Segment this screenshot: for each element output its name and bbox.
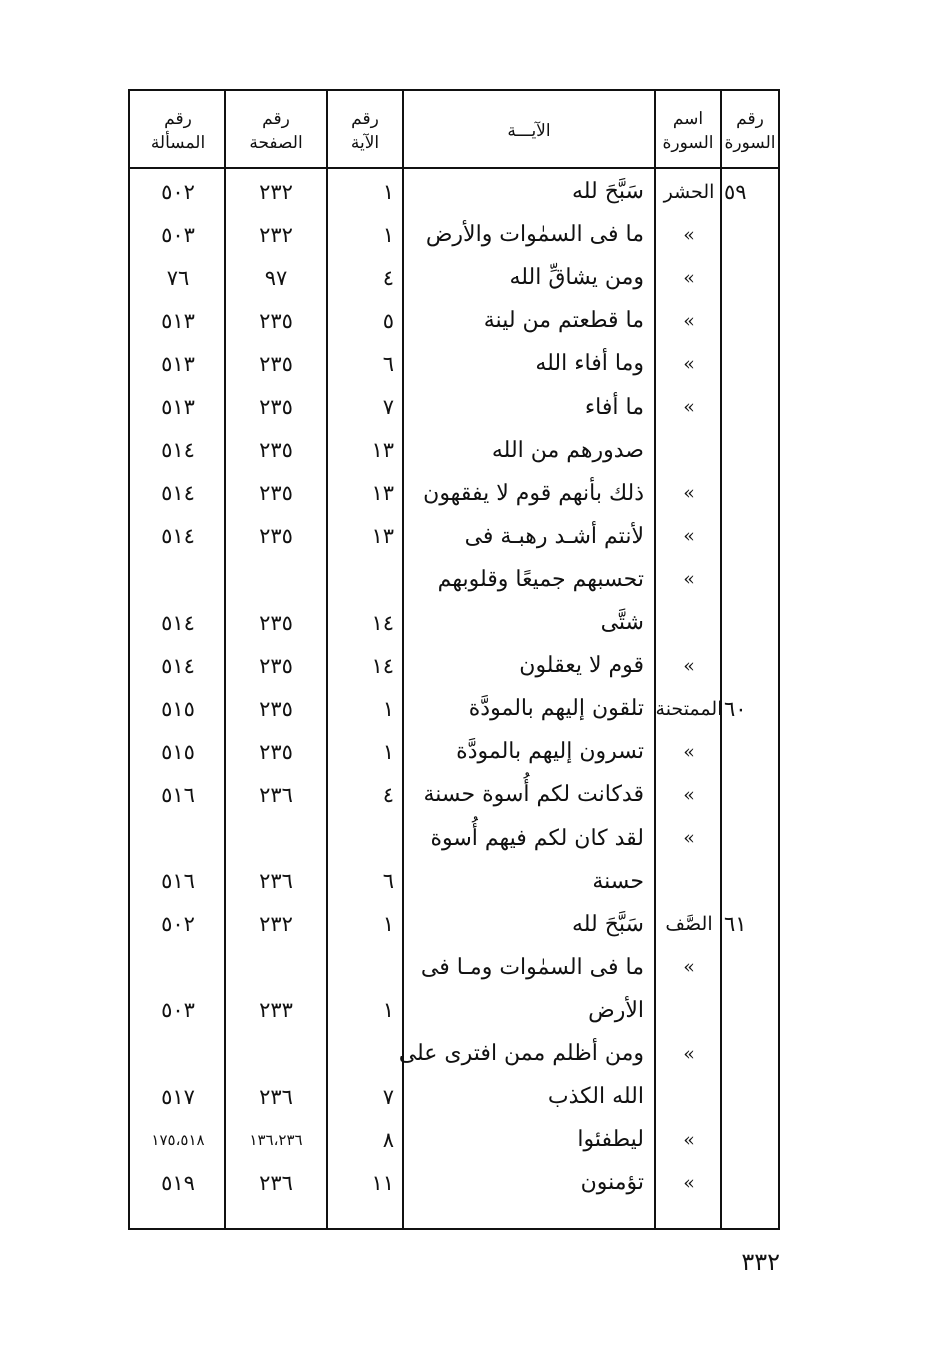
question-number-cell: ٥١٧ bbox=[161, 1084, 195, 1109]
page-number-cell: ٢٣٥ bbox=[259, 696, 293, 721]
sura-number-cell bbox=[724, 299, 780, 342]
header-text: الآيـــة bbox=[507, 121, 551, 141]
table-row bbox=[130, 213, 778, 256]
sura-name-cell: الصَّف bbox=[665, 913, 713, 936]
sura-number-cell bbox=[724, 213, 780, 256]
page-number-cell: ٢٣٦ bbox=[259, 869, 293, 894]
ayah-number-cell: ٧ bbox=[382, 395, 394, 419]
ayah-number-cell: ١ bbox=[382, 912, 394, 937]
sura-number-cell bbox=[724, 601, 780, 644]
sura-number-cell bbox=[724, 860, 780, 903]
question-number-cell: ٥١٣ bbox=[161, 308, 195, 333]
ayah-number-cell bbox=[330, 817, 402, 860]
table-row bbox=[130, 817, 778, 860]
header-sura-number bbox=[722, 99, 778, 163]
sura-name-cell bbox=[658, 429, 720, 472]
sura-name-cell bbox=[658, 860, 720, 903]
ayah-number-cell bbox=[330, 946, 402, 989]
page-number-cell: ٢٣٥ bbox=[259, 308, 293, 333]
ayah-text-cell: الله الكذب bbox=[547, 1084, 644, 1110]
ayah-text-cell: وما أفاء الله bbox=[535, 351, 644, 377]
sura-name-cell: الممتحنة bbox=[655, 697, 723, 720]
sura-number-cell bbox=[724, 1161, 780, 1204]
question-number-cell: ٥١٤ bbox=[161, 481, 195, 506]
sura-name-cell: » bbox=[683, 783, 695, 806]
page-number-cell: ٢٣٢ bbox=[259, 222, 293, 247]
ayah-text-cell: تلقون إليهم بالمودَّة bbox=[468, 696, 644, 722]
question-number-cell bbox=[132, 1032, 224, 1075]
index-table bbox=[128, 89, 780, 1230]
question-number-cell: ٥١٦ bbox=[161, 869, 195, 894]
page-number-cell: ٢٣٢ bbox=[259, 179, 293, 204]
ayah-number-cell bbox=[330, 558, 402, 601]
sura-number-cell bbox=[724, 472, 780, 515]
table-row bbox=[130, 342, 778, 385]
page-number-cell bbox=[226, 558, 326, 601]
sura-name-cell: » bbox=[683, 525, 695, 548]
sura-number-cell bbox=[724, 515, 780, 558]
sura-number-cell bbox=[724, 256, 780, 299]
page-number-cell: ٢٣٥ bbox=[259, 438, 293, 463]
question-number-cell: ٥٠٣ bbox=[161, 998, 195, 1023]
sura-number-cell bbox=[724, 730, 780, 773]
question-number-cell: ٧٦ bbox=[166, 265, 190, 290]
table-row bbox=[130, 386, 778, 429]
table-row bbox=[130, 1118, 778, 1161]
sura-number-cell bbox=[724, 386, 780, 429]
ayah-number-cell: ١٤ bbox=[371, 653, 394, 678]
question-number-cell: ٥١٥ bbox=[161, 739, 195, 764]
table-row bbox=[130, 644, 778, 687]
table-row bbox=[130, 687, 778, 730]
sura-name-cell: » bbox=[683, 352, 695, 375]
sura-number-cell bbox=[724, 558, 780, 601]
sura-number-cell bbox=[724, 1118, 780, 1161]
ayah-text-cell: ومن أظلم ممن افترى على bbox=[398, 1041, 644, 1066]
table-row bbox=[130, 989, 778, 1032]
page-number-cell: ٢٣٥ bbox=[259, 481, 293, 506]
sura-name-cell: » bbox=[683, 266, 695, 289]
ayah-text-cell: تحسبهم جميعًا وقلوبهم bbox=[437, 566, 644, 592]
sura-number-cell: ٥٩ bbox=[724, 179, 747, 204]
sura-name-cell: » bbox=[683, 1128, 695, 1151]
ayah-number-cell: ١١ bbox=[371, 1170, 394, 1195]
page-number-cell: ٢٣٦ bbox=[259, 1084, 293, 1109]
page-number-cell: ٢٣٣ bbox=[259, 998, 293, 1023]
ayah-text-cell: لقد كان لكم فيهم أُسوة bbox=[430, 825, 644, 851]
sura-name-cell: » bbox=[683, 654, 695, 677]
ayah-text-cell: تسرون إليهم بالمودَّة bbox=[456, 739, 644, 765]
header-text: رقم bbox=[736, 109, 764, 129]
sura-name-cell: » bbox=[683, 956, 695, 979]
ayah-number-cell: ٥ bbox=[382, 308, 394, 333]
ayah-text-cell: لأنتم أشـد رهبـة فى bbox=[464, 523, 644, 549]
page-number: ٣٣٢ bbox=[741, 1248, 780, 1276]
question-number-cell: ٥١٤ bbox=[161, 653, 195, 678]
ayah-number-cell: ٤ bbox=[382, 265, 394, 290]
question-number-cell: ٥١٩ bbox=[161, 1170, 195, 1195]
ayah-number-cell bbox=[330, 1032, 402, 1075]
question-number-cell: ٥٠٢ bbox=[161, 912, 195, 937]
page-number-cell bbox=[226, 1032, 326, 1075]
table-row bbox=[130, 558, 778, 601]
ayah-number-cell: ٨ bbox=[382, 1127, 394, 1152]
ayah-text-cell: تؤمنون bbox=[580, 1170, 644, 1196]
header-text: المسألة bbox=[150, 133, 206, 153]
ayah-number-cell: ١ bbox=[382, 696, 394, 721]
sura-name-cell bbox=[658, 1075, 720, 1118]
header-sura-name bbox=[656, 99, 720, 163]
ayah-number-cell: ١ bbox=[382, 179, 394, 204]
ayah-number-cell: ١ bbox=[382, 739, 394, 764]
table-row bbox=[130, 170, 778, 213]
ayah-text-cell: ما فى السمٰوات والأرض bbox=[425, 222, 644, 248]
question-number-cell: ٥١٤ bbox=[161, 524, 195, 549]
header-ayah-number bbox=[328, 99, 402, 163]
header-text: رقم bbox=[351, 109, 379, 129]
sura-name-cell: » bbox=[683, 396, 695, 418]
sura-name-cell: » bbox=[683, 568, 695, 591]
table-row bbox=[130, 299, 778, 342]
header-divider bbox=[130, 167, 778, 169]
table-row bbox=[130, 601, 778, 644]
table-row bbox=[130, 472, 778, 515]
page-number-cell: ٢٣٢ bbox=[259, 912, 293, 937]
table-row bbox=[130, 860, 778, 903]
ayah-number-cell: ١٣ bbox=[371, 524, 394, 549]
header-text: السورة bbox=[724, 133, 776, 153]
sura-number-cell bbox=[724, 1032, 780, 1075]
sura-number-cell: ٦١ bbox=[724, 912, 747, 937]
sura-number-cell bbox=[724, 989, 780, 1032]
page-number-cell: ٢٣٥ bbox=[259, 653, 293, 678]
sura-number-cell bbox=[724, 342, 780, 385]
sura-name-cell: » bbox=[683, 1042, 695, 1065]
header-text: اسم bbox=[672, 109, 704, 129]
ayah-number-cell: ٧ bbox=[382, 1084, 394, 1109]
sura-name-cell: الحشر bbox=[663, 180, 715, 203]
question-number-cell bbox=[132, 817, 224, 860]
table-row bbox=[130, 773, 778, 816]
ayah-text-cell: ما أفاء bbox=[584, 394, 644, 420]
header-text: رقم bbox=[262, 109, 290, 129]
question-number-cell bbox=[132, 558, 224, 601]
question-number-cell: ٥١٦ bbox=[161, 782, 195, 807]
table-row bbox=[130, 1075, 778, 1118]
sura-number-cell bbox=[724, 817, 780, 860]
ayah-text-cell: سَبَّحَ لله bbox=[571, 179, 644, 204]
page-number-cell: ٢٣٦ bbox=[259, 782, 293, 807]
header-text: رقم bbox=[164, 109, 192, 129]
sura-name-cell: » bbox=[683, 740, 695, 763]
ayah-text-cell: حسنة bbox=[592, 868, 644, 894]
table-row bbox=[130, 946, 778, 989]
question-number-cell: ٥١٣ bbox=[161, 395, 195, 419]
ayah-text-cell: ما قطعتم من لينة bbox=[483, 308, 644, 334]
question-number-cell: ٥١٤ bbox=[161, 438, 195, 463]
header-text: الآية bbox=[350, 133, 380, 153]
page-number-cell: ٢٣٥ bbox=[259, 351, 293, 376]
ayah-text-cell: قوم لا يعقلون bbox=[519, 653, 644, 679]
question-number-cell: ١٧٥،٥١٨ bbox=[151, 1130, 205, 1149]
page-number-cell: ٩٧ bbox=[264, 265, 288, 290]
question-number-cell: ٥١٤ bbox=[161, 610, 195, 635]
page-number-cell: ١٣٦،٢٣٦ bbox=[249, 1130, 303, 1149]
question-number-cell bbox=[132, 946, 224, 989]
page-number-cell: ٢٣٥ bbox=[259, 610, 293, 635]
ayah-text-cell: صدورهم من الله bbox=[491, 437, 644, 463]
page-number-cell bbox=[226, 817, 326, 860]
question-number-cell: ٥١٥ bbox=[161, 696, 195, 721]
ayah-number-cell: ٤ bbox=[382, 782, 394, 807]
sura-name-cell: » bbox=[683, 482, 695, 505]
sura-number-cell: ٦٠ bbox=[724, 696, 747, 721]
header-text: السورة bbox=[662, 133, 714, 153]
ayah-text-cell: قدكانت لكم أُسوة حسنة bbox=[423, 782, 644, 808]
table-row bbox=[130, 256, 778, 299]
ayah-number-cell: ١٣ bbox=[371, 438, 394, 463]
sura-name-cell: » bbox=[683, 827, 695, 849]
ayah-text-cell: الأرض bbox=[588, 997, 644, 1023]
header-question-number bbox=[132, 99, 224, 163]
ayah-number-cell: ١ bbox=[382, 998, 394, 1023]
page-number-cell bbox=[226, 946, 326, 989]
question-number-cell: ٥٠٣ bbox=[161, 222, 195, 247]
header-text: الصفحة bbox=[249, 133, 303, 153]
ayah-text-cell: ومن يشاقِّ الله bbox=[509, 265, 644, 291]
question-number-cell: ٥١٣ bbox=[161, 351, 195, 376]
header-ayah bbox=[404, 99, 654, 163]
sura-number-cell bbox=[724, 1075, 780, 1118]
sura-number-cell bbox=[724, 429, 780, 472]
header-page-number bbox=[226, 99, 326, 163]
sura-name-cell bbox=[658, 989, 720, 1032]
table-row bbox=[130, 903, 778, 946]
sura-number-cell bbox=[724, 946, 780, 989]
table-row bbox=[130, 1032, 778, 1075]
sura-number-cell bbox=[724, 644, 780, 687]
ayah-text-cell: ليطفئوا bbox=[577, 1127, 644, 1153]
ayah-number-cell: ٦ bbox=[382, 351, 394, 376]
table-row bbox=[130, 515, 778, 558]
ayah-text-cell: سَبَّحَ لله bbox=[571, 911, 644, 937]
sura-number-cell bbox=[724, 773, 780, 816]
ayah-number-cell: ١٤ bbox=[371, 610, 394, 635]
table-row bbox=[130, 429, 778, 472]
ayah-text-cell: ما فى السمٰوات ومـا فى bbox=[420, 954, 644, 980]
ayah-text-cell: ذلك بأنهم قوم لا يفقهون bbox=[423, 480, 644, 506]
table-row bbox=[130, 1161, 778, 1204]
page-number-cell: ٢٣٥ bbox=[259, 395, 293, 419]
table-row bbox=[130, 730, 778, 773]
ayah-number-cell: ١٣ bbox=[371, 481, 394, 506]
question-number-cell: ٥٠٢ bbox=[161, 179, 195, 204]
sura-name-cell bbox=[658, 601, 720, 644]
ayah-number-cell: ٦ bbox=[382, 869, 394, 894]
ayah-text-cell: شتَّى bbox=[600, 610, 644, 635]
page-number-cell: ٢٣٥ bbox=[259, 739, 293, 764]
sura-name-cell: » bbox=[683, 1171, 695, 1194]
sura-name-cell: » bbox=[683, 309, 695, 332]
page-number-cell: ٢٣٥ bbox=[259, 524, 293, 549]
sura-name-cell: » bbox=[683, 223, 695, 246]
ayah-number-cell: ١ bbox=[382, 222, 394, 247]
page-number-cell: ٢٣٦ bbox=[259, 1170, 293, 1195]
